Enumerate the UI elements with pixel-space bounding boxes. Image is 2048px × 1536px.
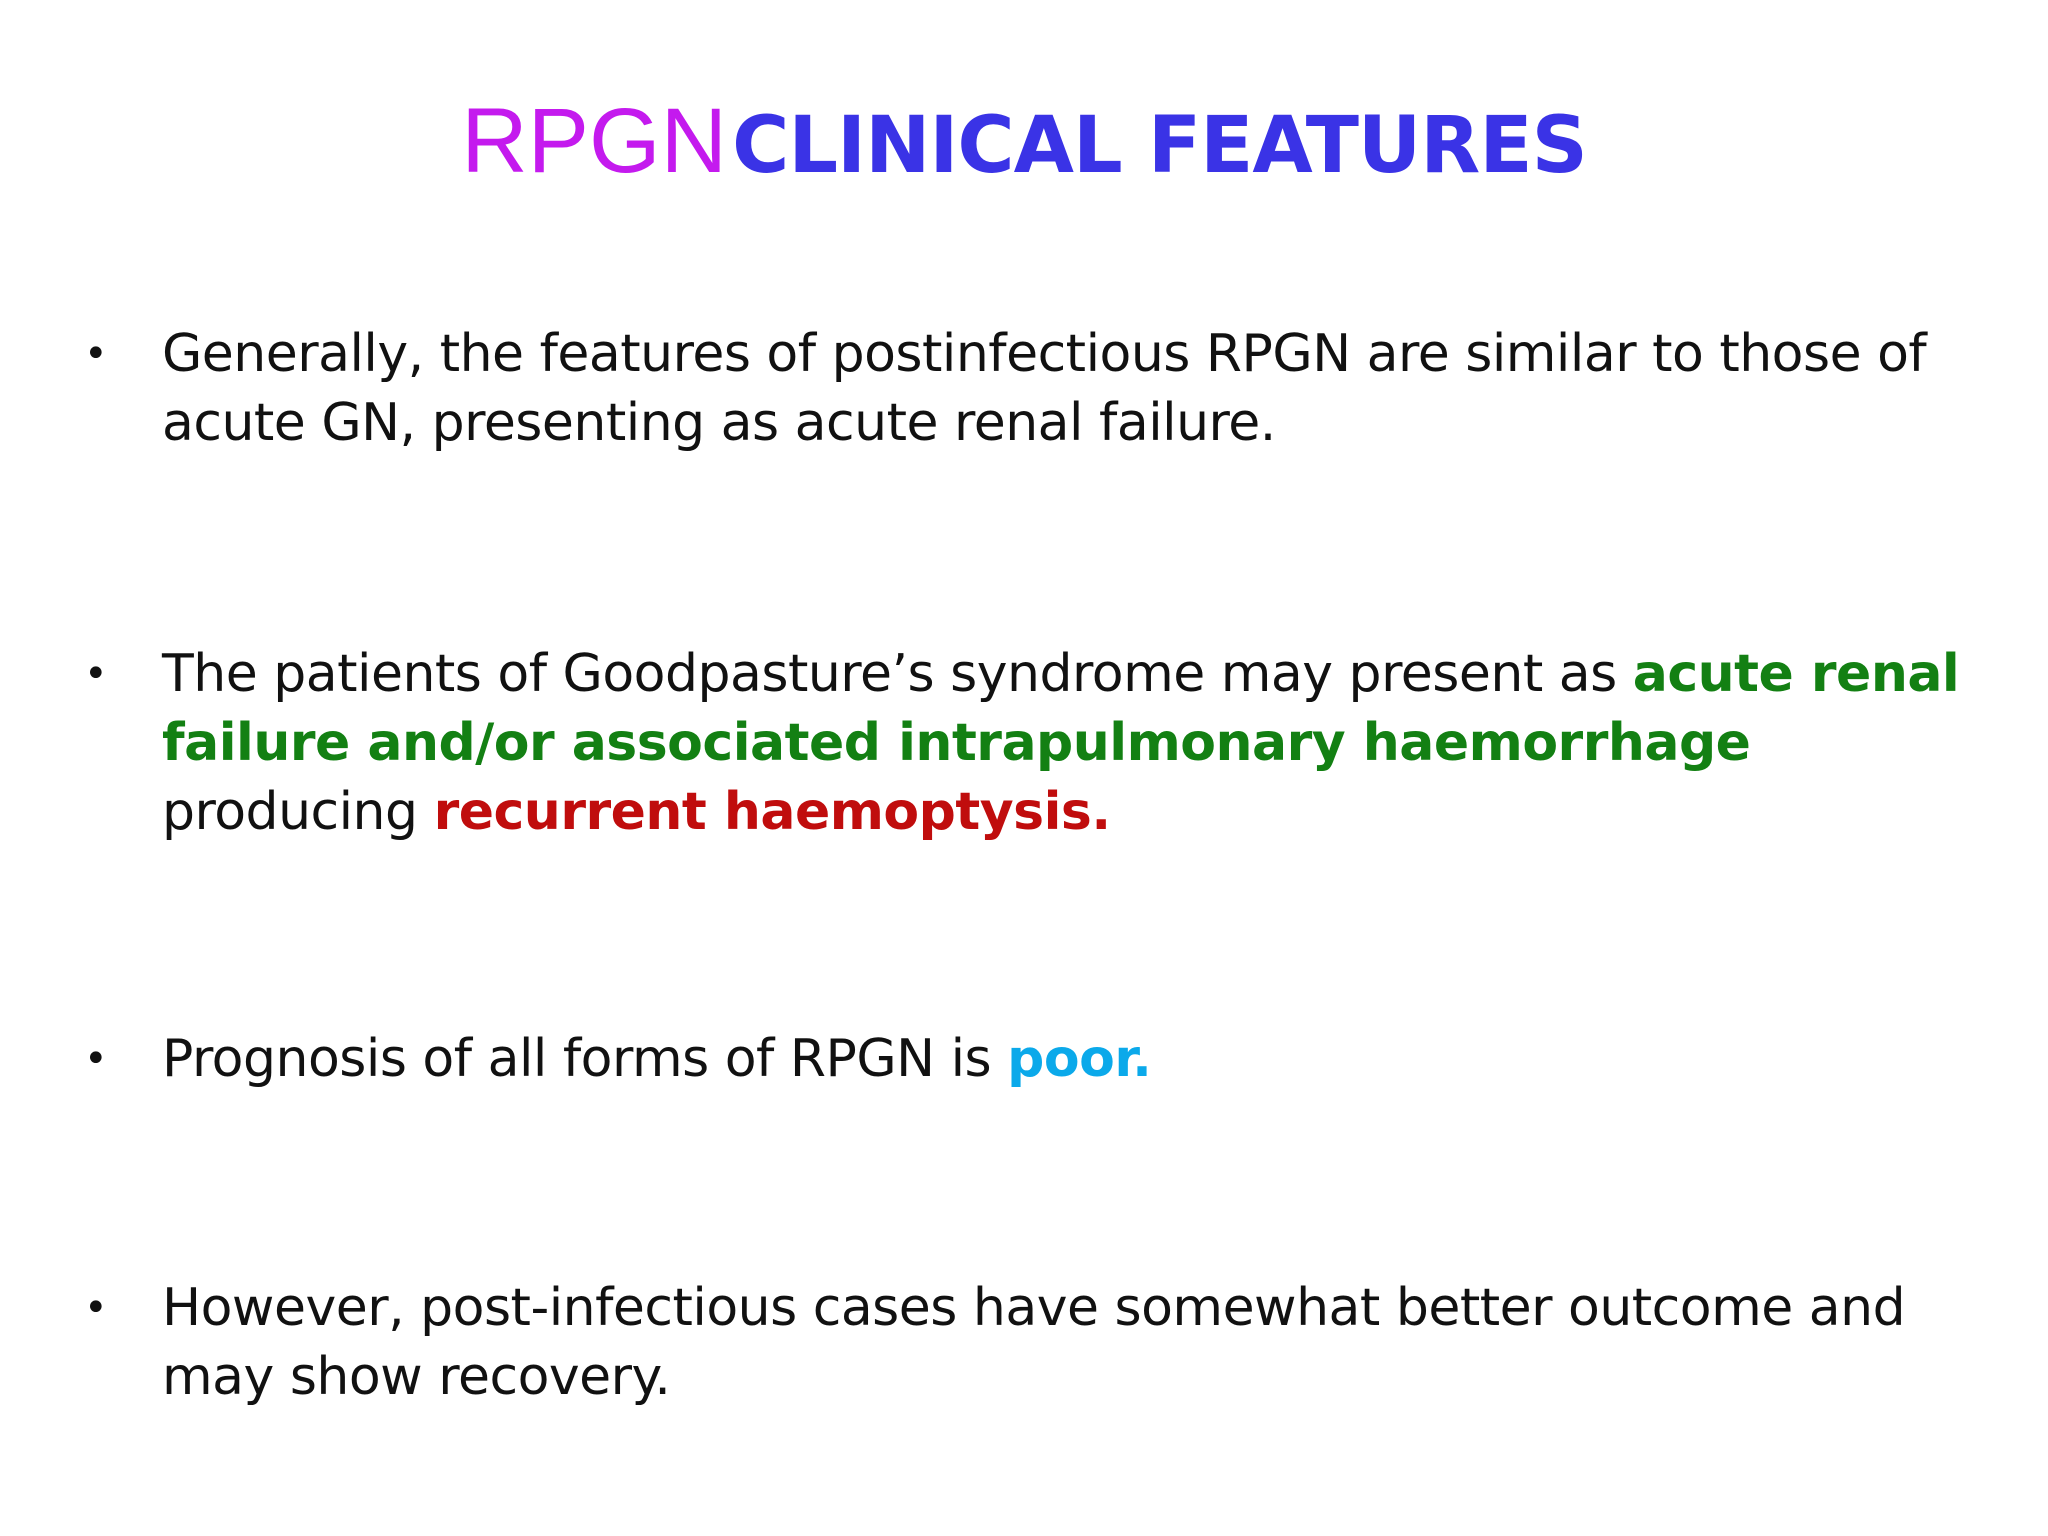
bullet-marker: •: [84, 1036, 108, 1082]
bullet-2-text-2: producing: [162, 782, 434, 842]
bullet-3-highlight-cyan: poor.: [1007, 1029, 1152, 1089]
bullet-2-highlight-green-1: acute renal: [1632, 644, 1960, 704]
bullet-marker: •: [84, 651, 108, 697]
bullet-text: [162, 640, 2048, 847]
bullet-4-line-1: However, post-infectious cases have somewhat better outcome and: [162, 1278, 1906, 1338]
title-clinical-features: CLINICAL FEATURES: [732, 101, 1587, 191]
bullet-text: [162, 1025, 2048, 1094]
bullet-2-highlight-green-2: failure and/or associated intrapulmonary haemorrhage: [162, 713, 1751, 773]
bullet-1-line-1: Generally, the features of postinfectious RPGN are similar to those of: [162, 324, 1927, 384]
bullet-2-highlight-red: recurrent haemoptysis.: [433, 782, 1111, 842]
bullet-3-text: Prognosis of all forms of RPGN is: [162, 1029, 1008, 1089]
bullet-1-line-2: acute GN, presenting as acute renal failure.: [162, 393, 1276, 453]
bullet-text: [162, 320, 2048, 458]
slide-title: [0, 90, 2048, 192]
title-rpgn: RPGN: [461, 90, 728, 192]
bullet-marker: •: [84, 331, 108, 377]
bullet-marker: •: [84, 1285, 108, 1331]
bullet-4-line-2: may show recovery.: [162, 1347, 671, 1407]
bullet-2-text-1: The patients of Goodpasture’s syndrome may present as: [162, 644, 1633, 704]
bullet-text: [162, 1274, 2048, 1412]
